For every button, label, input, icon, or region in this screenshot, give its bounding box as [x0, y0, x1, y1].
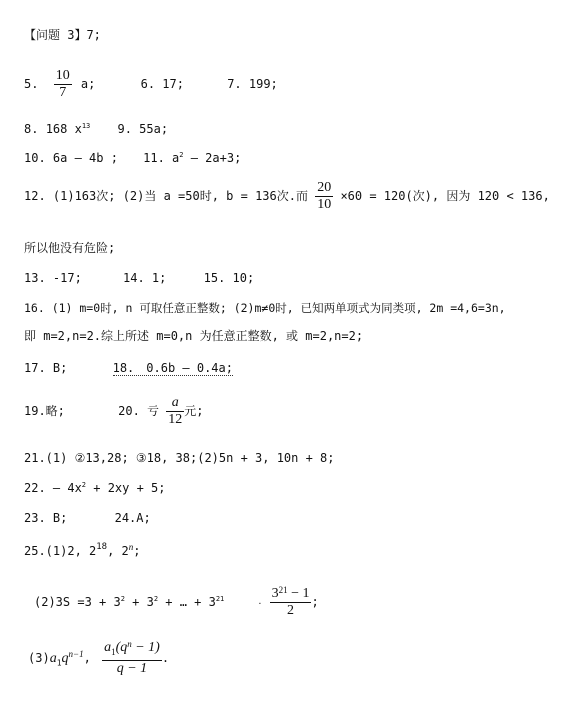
- q22-pre: 22. – 4x: [24, 481, 82, 495]
- q6-answer: 6. 17;: [140, 77, 184, 91]
- q23-answer: 23. B;: [24, 511, 68, 525]
- q24-answer: 24.A;: [114, 511, 151, 525]
- q25-3-num-a: a: [104, 640, 112, 655]
- answer-line-25-1: [24, 543, 141, 559]
- q12-denominator: 10: [317, 197, 332, 212]
- answer-line-25-3: [28, 640, 169, 677]
- answer-line-16: 16. (1) m=0时, n 可取任意正整数; (2)m≠0时, 已知两单项式为同类项, 2m =4,6=3n,: [24, 301, 506, 315]
- q25-3-end: .: [161, 650, 170, 665]
- q25-2-mid1: + 3: [124, 595, 154, 609]
- q25-3-a: a: [49, 650, 57, 666]
- q20-tail: 元;: [184, 404, 204, 418]
- q25-3-comma: ,: [83, 650, 91, 665]
- q25-3-sub: 1: [56, 658, 62, 668]
- q5-tail: a;: [80, 77, 96, 91]
- q20-prefix: 20. 亏: [118, 404, 160, 418]
- answer-line-19-20: [24, 395, 204, 428]
- q25-2-pre: (2)3S =3 + 3: [34, 595, 121, 609]
- q5-numerator: 10: [55, 68, 70, 83]
- q25-1-end: ;: [133, 544, 141, 558]
- q25-3-num-tail: − 1): [131, 640, 160, 655]
- answer-line-22: [24, 480, 166, 496]
- q8-number: 8.: [24, 122, 39, 136]
- q25-2-num-base: 3: [271, 586, 279, 601]
- q19-answer: 19.略;: [24, 404, 65, 418]
- q25-2-num-tail: − 1: [287, 586, 310, 601]
- q18-underline: [113, 361, 233, 376]
- q25-2-end: ;: [311, 595, 319, 609]
- q20-fraction: [166, 395, 184, 428]
- q22-exponent: 2: [81, 481, 87, 489]
- q25-2-mid2: + … + 3: [158, 595, 216, 609]
- answer-line-23-24: [24, 510, 151, 526]
- answer-line-13-15: [24, 270, 254, 286]
- q11-answer: 11. a: [143, 151, 180, 165]
- q12-numerator: 20: [317, 180, 332, 195]
- q18-answer: 0.6b – 0.4a;: [146, 361, 233, 375]
- q25-3-num-exp: n: [127, 639, 132, 649]
- q12-part2: ×60 = 120(次), 因为 120 < 136,: [340, 189, 550, 203]
- q25-3-pre: (3): [28, 650, 50, 665]
- problem-answer: 7;: [86, 28, 101, 42]
- q25-2-numerator: [270, 586, 312, 603]
- answer-line-16-cont: 即 m=2,n=2.综上所述 m=0,n 为任意正整数, 或 m=2,n=2;: [24, 329, 364, 343]
- q20-numerator: a: [166, 395, 184, 412]
- answer-line-12: [24, 180, 550, 213]
- q14-answer: 14. 1;: [123, 271, 167, 285]
- q25-2-sum: [34, 594, 224, 610]
- q5-denominator: 7: [59, 85, 67, 100]
- q8-base: 168 x: [45, 122, 82, 136]
- q25-3-num-sub: 1: [111, 646, 116, 657]
- q25-1-exp1: 18: [96, 542, 108, 552]
- answer-line-8-9: [24, 121, 168, 137]
- q9-answer: 9. 55a;: [117, 122, 169, 136]
- q18-number: 18.: [112, 361, 135, 375]
- q12-part1: 12. (1)163次; (2)当 a =50时, b = 136次.而: [24, 189, 308, 203]
- answer-line-21: 21.(1) ②13,28; ③18, 38;(2)5n + 3, 10n + 8;: [24, 451, 335, 465]
- q13-answer: 13. -17;: [24, 271, 82, 285]
- q25-2-e3: 21: [215, 595, 225, 603]
- q25-2-fraction: [270, 586, 312, 619]
- q12-fraction: [315, 180, 333, 213]
- q25-2-e1: 2: [120, 595, 125, 603]
- answer-line-5-7: [24, 62, 278, 101]
- q22-post: + 2xy + 5;: [86, 481, 166, 495]
- q25-3-numerator: [102, 640, 162, 661]
- q25-2-e2: 2: [153, 595, 159, 603]
- q25-3-qexp: n−1: [68, 648, 84, 659]
- q11-tail: – 2a+3;: [183, 151, 242, 165]
- q25-3-q: q: [61, 650, 69, 666]
- q8-exponent: 13: [81, 122, 91, 130]
- answer-line-25-2: [34, 584, 319, 619]
- answer-line-12-cont: 所以他没有危险;: [24, 241, 116, 255]
- q5-number: 5.: [24, 77, 39, 91]
- q15-answer: 15. 10;: [203, 271, 255, 285]
- answer-line-17-18: [24, 360, 233, 376]
- q25-3-num-paren: (q: [115, 640, 128, 655]
- answer-line-10-11: [24, 150, 241, 166]
- q25-2-denominator: 2: [287, 603, 295, 618]
- problem-title: 【问题 3】: [24, 28, 87, 42]
- q25-3-denominator: q − 1: [116, 660, 148, 676]
- q25-3-fraction: [102, 640, 162, 677]
- q7-answer: 7. 199;: [227, 77, 278, 91]
- q17-answer: 17. B;: [24, 361, 68, 375]
- q25-1-pre: 25.(1)2, 2: [24, 544, 97, 558]
- q25-1-mid: , 2: [107, 544, 129, 558]
- q25-3-term: [28, 650, 91, 671]
- q10-answer: 10. 6a – 4b ;: [24, 151, 118, 165]
- problem-3-heading: [24, 27, 101, 43]
- q5-fraction: [54, 68, 72, 101]
- q20-denominator: 12: [168, 412, 183, 427]
- q11-exponent: 2: [179, 151, 184, 159]
- q25-2-num-exp: 21: [278, 585, 288, 595]
- q25-1-exp2: n: [128, 542, 134, 552]
- q25-2-dot: ·: [257, 599, 263, 608]
